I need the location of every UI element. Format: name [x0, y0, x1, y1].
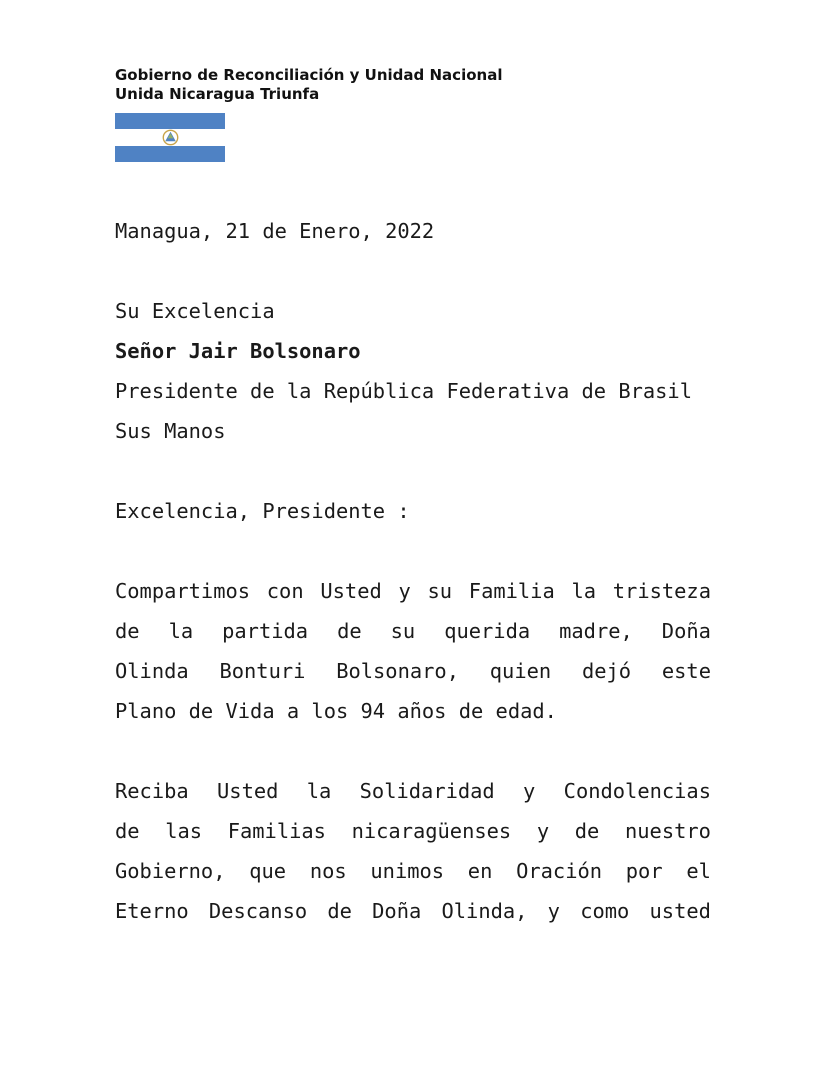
word: la	[571, 579, 597, 603]
nicaragua-flag-icon	[115, 113, 225, 162]
letterhead-government-name: Gobierno de Reconciliación y Unidad Nacional	[115, 66, 503, 84]
letter-body	[115, 211, 711, 931]
paragraph-line: Plano de Vida a los 94 años de edad.	[115, 699, 557, 723]
word: y	[523, 779, 536, 803]
word: dejó	[581, 659, 632, 683]
word: Gobierno,	[115, 859, 226, 883]
word: unimos	[370, 859, 445, 883]
paragraph-condolence	[115, 571, 711, 731]
word: este	[661, 659, 711, 683]
paragraph-line	[115, 571, 711, 611]
paragraph-line	[115, 651, 711, 691]
greeting: Excelencia, Presidente :	[115, 499, 410, 523]
word: Olinda,	[441, 899, 528, 923]
word: que	[249, 859, 287, 883]
word: Familias	[227, 819, 326, 843]
salutation-title: Su Excelencia	[115, 299, 275, 323]
word: de	[115, 819, 140, 843]
paragraph-line	[115, 851, 711, 891]
letter-date: Managua, 21 de Enero, 2022	[115, 219, 435, 243]
recipient-name: Señor Jair Bolsonaro	[115, 339, 361, 363]
recipient-position: Presidente de la República Federativa de Brasil	[115, 379, 692, 403]
word: partida	[222, 619, 309, 643]
letterhead	[115, 66, 502, 104]
word: de	[574, 819, 600, 843]
word: de	[337, 619, 362, 643]
word: su	[390, 619, 416, 643]
word: su	[427, 579, 453, 603]
flag-bottom-stripe	[115, 146, 225, 162]
word: de	[327, 899, 352, 923]
word: Descanso	[208, 899, 308, 923]
word: Doña	[372, 899, 422, 923]
coat-of-arms-icon	[162, 129, 179, 146]
word: Usted	[320, 579, 382, 603]
word: Solidaridad	[359, 779, 495, 803]
word: nuestro	[625, 819, 711, 843]
word: Familia	[468, 579, 555, 603]
word: querida	[444, 619, 531, 643]
word: de	[115, 619, 140, 643]
word: Bolsonaro,	[336, 659, 459, 683]
word: el	[686, 859, 711, 883]
word: nicaragüenses	[351, 819, 512, 843]
paragraph-solidarity	[115, 771, 711, 931]
word: madre,	[559, 619, 633, 643]
word: Oración	[516, 859, 603, 883]
word: Condolencias	[563, 779, 711, 803]
word: Reciba	[115, 779, 189, 803]
delivery-note: Sus Manos	[115, 419, 226, 443]
word: y	[547, 899, 560, 923]
word: en	[467, 859, 493, 883]
word: Eterno	[115, 899, 189, 923]
word: como	[580, 899, 630, 923]
word: la	[168, 619, 194, 643]
paragraph-line	[115, 891, 711, 931]
word: las	[165, 819, 203, 843]
word: Compartimos	[115, 579, 251, 603]
letterhead-slogan: Unida Nicaragua Triunfa	[115, 85, 320, 103]
paragraph-line	[115, 611, 711, 651]
word: Usted	[217, 779, 279, 803]
paragraph-line	[115, 771, 711, 811]
word: y	[398, 579, 411, 603]
word: Olinda	[115, 659, 189, 683]
word: Bonturi	[219, 659, 306, 683]
word: y	[536, 819, 550, 843]
word: Doña	[661, 619, 711, 643]
flag-top-stripe	[115, 113, 225, 129]
word: tristeza	[612, 579, 711, 603]
paragraph-line	[115, 811, 711, 851]
word: usted	[649, 899, 711, 923]
word: la	[306, 779, 332, 803]
word: nos	[309, 859, 347, 883]
word: quien	[489, 659, 552, 683]
word: por	[625, 859, 663, 883]
word: con	[266, 579, 304, 603]
